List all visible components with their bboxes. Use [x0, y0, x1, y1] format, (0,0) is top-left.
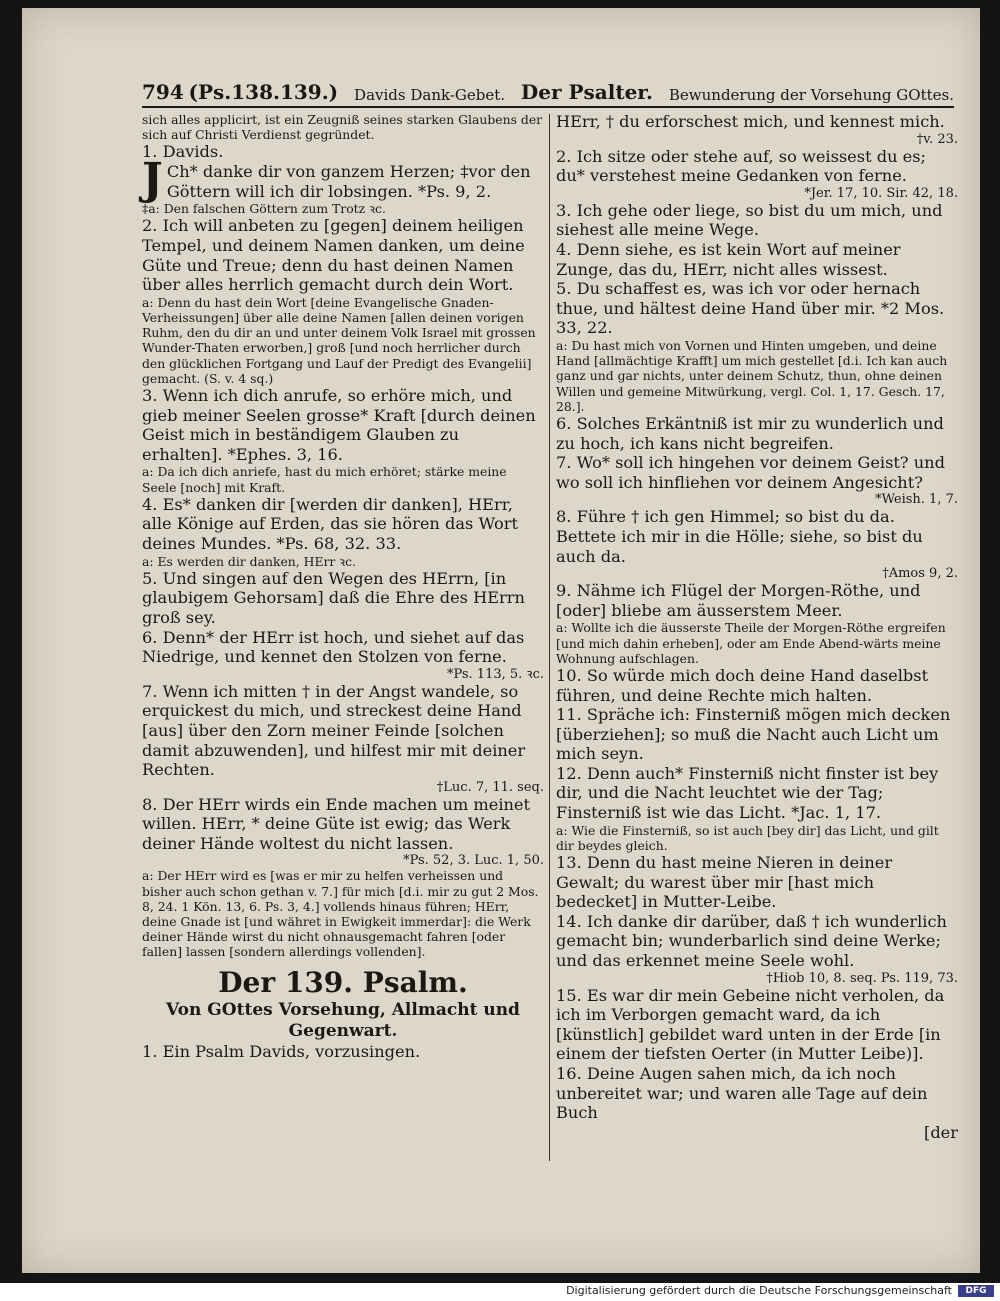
commentary-note: a: Der HErr wird es [was er mir zu helfen verheissen und bisher auch schon gethan v. 7.] für mich [d.i. mir zu gut 2 Mos. 8, 24. 1 Kön. 13, 6. Ps. 3, 4.] vollends hinaus führen; HErr, deine Gnade ist [und währet in Ewigkeit immerdar]: die Werk deiner Hände wirst du nicht ohnausgemacht fahren [oder fallen] lassen [sondern allerdings vollenden]. — [142, 868, 539, 960]
commentary-note: a: Wie die Finsterniß, so ist auch [bey dir] das Licht, und gilt dir beydes gleich. — [556, 822, 939, 853]
book-title: Der Psalter. — [520, 80, 653, 104]
verse: 3. Ich gehe oder liege, so bist du um mich, und siehest alle meine Wege. — [556, 200, 943, 240]
verse: 11. Spräche ich: Finsterniß mögen mich decken [überziehen]; so muß die Nacht auch Licht um mich seyn. — [556, 705, 951, 764]
cross-reference: *Weish. 1, 7. — [875, 492, 958, 508]
commentary-note: sich alles applicirt, ist ein Zeugniß seines starken Glaubens der sich auf Christi Verdienst gegründet. — [142, 112, 543, 143]
verse: 8. Der HErr wirds ein Ende machen um meinet willen. HErr, * deine Güte ist ewig; das Werk deiner Hände woltest du nicht lassen. — [142, 794, 531, 853]
verse: 1. Ein Psalm Davids, vorzusingen. — [142, 1041, 421, 1061]
commentary-note: a: Du hast mich von Vornen und Hinten umgeben, und deine Hand [allmächtige Krafft] um mich gestellet [d.i. Ich kan auch ganz und gar nichts, unter deinem Schutz, thun, ohne deinen Willen und gemeine Mitwürkung, vergl. Col. 1, 17. Gesch. 17, 28.]. — [556, 337, 948, 414]
verse: 2. Ich will anbeten zu [gegen] deinem heiligen Tempel, und deinem Namen danken, um deine Güte und Treue; denn du hast deinen Namen über alles herrlich gemacht durch dein Wort. — [142, 216, 525, 295]
verse: 6. Solches Erkäntniß ist mir zu wunderlich und zu hoch, ich kans nicht begreifen. — [556, 413, 944, 453]
verse: 1. Davids. — [142, 142, 224, 162]
catchword: [der — [924, 1122, 958, 1142]
drop-cap-initial: J — [142, 154, 163, 205]
cross-reference: †Luc. 7, 11. seq. — [436, 779, 544, 795]
verse: 16. Deine Augen sahen mich, da ich noch unbereitet war; und waren alle Tage auf dein Buch — [556, 1064, 928, 1123]
column-divider — [549, 114, 550, 1161]
commentary-note: a: Es werden dir danken, HErr ꝛc. — [142, 553, 357, 569]
verse-with-initial — [142, 154, 544, 205]
funding-credit: Digitalisierung gefördert durch die Deutsche Forschungsgemeinschaft — [566, 1284, 952, 1297]
verse: 5. Und singen auf den Wegen des HErrn, [in glaubigem Gehorsam] daß die Ehre des HErrn groß sey. — [142, 568, 525, 627]
verse: 4. Denn siehe, es ist kein Wort auf meiner Zunge, das du, HErr, nicht alles wissest. — [556, 239, 901, 279]
verse: HErr, † du erforschest mich, und kennest mich. — [556, 112, 945, 131]
commentary-note: a: Denn du hast dein Wort [deine Evangelische Gnaden-Verheissungen] über alle deine Namen [allen deinen vorigen Ruhm, den du dir an und unter deinem Volk Israel mit grossen Wunder-Thaten erworben,] groß [und noch herrlicher durch den glücklichen Fortgang und Lauf der Predigt des Evangelii] gemacht. (S. v. 4 sq.) — [142, 294, 536, 386]
commentary-note: a: Da ich dich anriefe, hast du mich erhöret; stärke meine Seele [noch] mit Kraft. — [142, 464, 507, 495]
verse: 8. Führe † ich gen Himmel; so bist du da. Bettete ich mir in die Hölle; siehe, so bist du auch da. — [556, 507, 923, 566]
verse: 9. Nähme ich Flügel der Morgen-Röthe, und [oder] bliebe am äusserstem Meer. — [556, 581, 921, 620]
psalm-reference: (Ps.138.139.) — [188, 80, 339, 104]
cross-reference: †Amos 9, 2. — [882, 566, 958, 582]
commentary-note: a: Wollte ich die äusserste Theile der Morgen-Röthe ergreifen [und mich dahin erheben], oder am Ende Abend-wärts meine Wohnung aufschlagen. — [556, 620, 946, 666]
verse: 2. Ich sitze oder stehe auf, so weissest du es; du* verstehest meine Gedanken von ferne. — [556, 146, 926, 186]
dfg-logo: DFG — [958, 1285, 994, 1297]
verse: 3. Wenn ich dich anrufe, so erhöre mich, und gieb meiner Seelen grosse* Kraft [durch deinen Geist mich in beständigem Glauben zu erhalten]. *Ephes. 3, 16. — [142, 385, 536, 464]
cross-reference: †Hiob 10, 8. seq. Ps. 119, 73. — [766, 970, 958, 986]
psalm-heading: Der 139. Psalm. — [218, 965, 468, 999]
running-title-left: Davids Dank-Gebet. — [354, 86, 506, 104]
page-number-ref — [142, 80, 338, 104]
verse: 6. Denn* der HErr ist hoch, und siehet auf das Niedrige, und kennet den Stolzen von ferne. — [142, 627, 525, 667]
running-title-right: Bewunderung der Vorsehung GOttes. — [668, 86, 954, 104]
digitization-footer — [0, 1283, 1000, 1301]
verse-text: Ch* danke dir von ganzem Herzen; ‡vor den Göttern will ich dir lobsingen. *Ps. 9, 2. — [166, 162, 531, 201]
commentary-note: ‡a: Den falschen Göttern zum Trotz ꝛc. — [142, 201, 386, 217]
cross-reference: *Ps. 52, 3. Luc. 1, 50. — [403, 853, 544, 869]
verse: 12. Denn auch* Finsterniß nicht finster ist bey dir, und die Nacht leuchtet wie der Tag; Finsterniß ist wie das Licht. *Jac. 1, 17. — [556, 763, 939, 823]
right-column — [556, 112, 958, 1142]
verse: 7. Wo* soll ich hingehen vor deinem Geist? und wo soll ich hinfliehen vor deinem Angesicht? — [556, 453, 945, 492]
psalm-subheading: Von GOttes Vorsehung, Allmacht und Gegenwart. — [166, 999, 520, 1041]
verse: 15. Es war dir mein Gebeine nicht verholen, da ich im Verborgen gemacht ward, da ich [künstlich] gebildet ward unten in der Erde [in einem der tiefsten Oerter (in Mutter Leibe)]. — [556, 985, 945, 1064]
cross-reference: *Ps. 113, 5. ꝛc. — [446, 666, 544, 682]
verse: 10. So würde mich doch deine Hand daselbst führen, und deine Rechte mich halten. — [556, 665, 929, 705]
verse: 14. Ich danke dir darüber, daß † ich wunderlich gemacht bin; wunderbarlich sind deine Werke; und das erkennet meine Seele wohl. — [556, 911, 947, 971]
cross-reference: †v. 23. — [916, 131, 958, 147]
page-number: 794 — [142, 80, 184, 104]
verse: 4. Es* danken dir [werden dir danken], HErr, alle Könige auf Erden, das sie hören das Wort deines Mundes. *Ps. 68, 32. 33. — [142, 494, 518, 553]
running-header — [142, 76, 954, 108]
verse: 13. Denn du hast meine Nieren in deiner Gewalt; du warest über mir [hast mich bedecket] in Mutter-Leibe. — [556, 853, 893, 912]
left-column — [142, 112, 544, 1061]
cross-reference: *Jer. 17, 10. Sir. 42, 18. — [804, 185, 958, 201]
verse: 7. Wenn ich mitten † in der Angst wandele, so erquickest du mich, und streckest deine Hand [aus] über den Zorn meiner Feinde [solchen damit abzuwenden], und hilfest mir mit deiner Rechten. — [142, 681, 526, 780]
verse: 5. Du schaffest es, was ich vor oder hernach thue, und hältest deine Hand über mir. *2 Mos. 33, 22. — [556, 279, 945, 338]
